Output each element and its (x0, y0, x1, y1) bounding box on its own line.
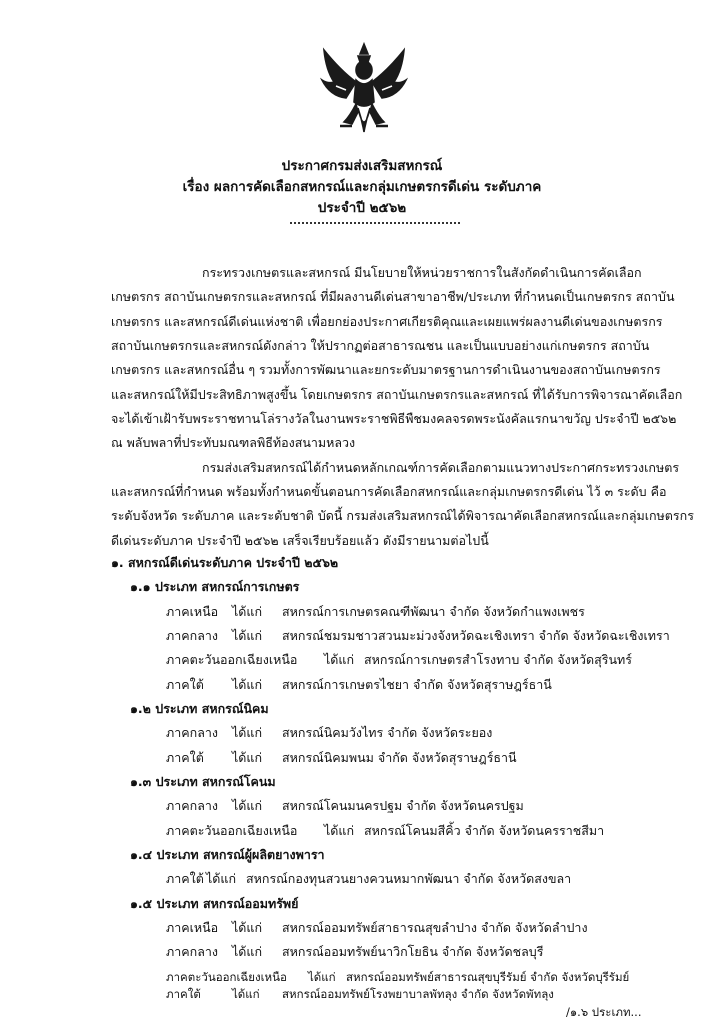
awardee-name: สหกรณ์การเกษตรไชยา จำกัด จังหวัดสุราษฎร์ธานี (282, 676, 552, 692)
paragraph-1-line: จะได้เข้าเฝ้ารับพระราชทานโล่รางวัลในงานพระราชพิธีพืชมงคลจรดพระนังคัลแรกนาขวัญ ประจำปี ๒๕๖๒ (111, 411, 677, 426)
paragraph-2-line: ระดับจังหวัด ระดับภาค และระดับชาติ บัดนี้ กรมส่งเสริมสหกรณ์ได้พิจารณาคัดเลือกสหกรณ์และกลุ่มเกษตรกร (111, 508, 694, 524)
category-heading: ๑.๓ ประเภท สหกรณ์โคนม (130, 773, 276, 789)
awardee-name: สหกรณ์ออมทรัพย์สาธารณสุขลำปาง จำกัด จังหวัดลำปาง (282, 919, 588, 935)
announcement-title: ประกาศกรมส่งเสริมสหกรณ์ (281, 158, 443, 174)
paragraph-2-line: กรมส่งเสริมสหกรณ์ได้กำหนดหลักเกณฑ์การคัดเลือกตามแนวทางประกาศกระทรวงเกษตร (202, 459, 680, 475)
region-label: ภาคใต้ (166, 987, 201, 1001)
category-heading: ๑.๕ ประเภท สหกรณ์ออมทรัพย์ (130, 895, 299, 911)
award-label: ได้แก่ (232, 919, 263, 935)
award-label: ได้แก่ (232, 798, 263, 814)
region-label: ภาคใต้ (166, 749, 204, 765)
awardee-name: สหกรณ์นิคมพนม จำกัด จังหวัดสุราษฎร์ธานี (282, 749, 517, 765)
announcement-year: ประจำปี ๒๕๖๒ (317, 200, 407, 216)
category-heading: ๑.๒ ประเภท สหกรณ์นิคม (130, 700, 269, 716)
awardee-name: สหกรณ์โคนมสีคิ้ว จำกัด จังหวัดนครราชสีมา (364, 822, 605, 838)
awardee-name: สหกรณ์กองทุนสวนยางควนหมากพัฒนา จำกัด จังหวัดสงขลา (246, 871, 572, 887)
section-1-heading: ๑. สหกรณ์ดีเด่นระดับภาค ประจำปี ๒๕๖๒ (111, 555, 339, 570)
paragraph-1-line: ณ พลับพลาที่ประทับมณฑลพิธีท้องสนามหลวง (111, 435, 356, 451)
award-label: ได้แก่ (232, 627, 263, 643)
award-label: ได้แก่ (232, 944, 263, 960)
category-heading: ๑.๔ ประเภท สหกรณ์ผู้ผลิตยางพารา (130, 846, 325, 862)
paragraph-2-line: และสหกรณ์ที่กำหนด พร้อมทั้งกำหนดขั้นตอนการคัดเลือกสหกรณ์และกลุ่มเกษตรกรดีเด่น ไว้ ๓ ระดับ คือ (111, 483, 667, 499)
awardee-name: สหกรณ์การเกษตรคณฑีพัฒนา จำกัด จังหวัดกำแพงเพชร (282, 603, 585, 619)
paragraph-1-line: สถาบันเกษตรกรและสหกรณ์ดังกล่าว ให้ปรากฏต่อสาธารณชน และเป็นแบบอย่างแก่เกษตรกร สถาบัน (111, 338, 650, 353)
paragraph-1-line: เกษตรกร และสหกรณ์อื่น ๆ รวมทั้งการพัฒนาและยกระดับมาตรฐานการดำเนินงานของสถาบันเกษตรกร (111, 362, 661, 378)
award-label: ได้แก่ (324, 652, 355, 668)
award-label: ได้แก่ (206, 871, 237, 887)
region-label: ภาคตะวันออกเฉียงเหนือ (166, 822, 298, 838)
awardee-name: สหกรณ์ออมทรัพย์โรงพยาบาลพัทลุง จำกัด จังหวัดพัทลุง (282, 987, 554, 1001)
region-label: ภาคใต้ (166, 676, 204, 692)
continuation-note: /๑.๖ ประเภท... (566, 1005, 642, 1019)
announcement-subject: เรื่อง ผลการคัดเลือกสหกรณ์และกลุ่มเกษตรกรดีเด่น ระดับภาค (182, 179, 542, 195)
award-label: ได้แก่ (232, 749, 263, 765)
paragraph-1-line: กระทรวงเกษตรและสหกรณ์ มีนโยบายให้หน่วยราชการในสังกัดดำเนินการคัดเลือก (202, 265, 642, 280)
award-label: ได้แก่ (232, 725, 263, 741)
region-label: ภาคกลาง (166, 627, 218, 643)
region-label: ภาคกลาง (166, 798, 218, 814)
award-label: ได้แก่ (232, 676, 263, 692)
paragraph-1-line: เกษตรกร และสหกรณ์ดีเด่นแห่งชาติ เพื่อยกย่องประกาศเกียรติคุณและเผยแพร่ผลงานดีเด่นของเกษตรกร (111, 313, 663, 329)
region-label: ภาคตะวันออกเฉียงเหนือ (166, 652, 298, 668)
awardee-name: สหกรณ์ออมทรัพย์สาธารณสุขบุรีรัมย์ จำกัด จังหวัดบุรีรัมย์ (346, 969, 630, 984)
paragraph-1-line: และสหกรณ์ให้มีประสิทธิภาพสูงขึ้น โดยเกษตรกร สถาบันเกษตรกรและสหกรณ์ ที่ได้รับการพิจารณาคัดเลือก (111, 386, 683, 402)
region-label: ภาคตะวันออกเฉียงเหนือ (166, 969, 287, 984)
paragraph-2-line: ดีเด่นระดับภาค ประจำปี ๒๕๖๒ เสร็จเรียบร้อยแล้ว ดังมีรายนามต่อไปนี้ (111, 532, 489, 548)
awardee-name: สหกรณ์การเกษตรสำโรงทาบ จำกัด จังหวัดสุรินทร์ (364, 652, 632, 668)
awardee-name: สหกรณ์นิคมวังไทร จำกัด จังหวัดระยอง (282, 725, 493, 741)
region-label: ภาคกลาง (166, 944, 218, 960)
category-heading: ๑.๑ ประเภท สหกรณ์การเกษตร (130, 579, 300, 595)
award-label: ได้แก่ (232, 987, 260, 1001)
region-label: ภาคใต้ (166, 871, 204, 887)
region-label: ภาคเหนือ (166, 603, 219, 619)
garuda-emblem-icon (316, 40, 412, 140)
awardee-name: สหกรณ์โคนมนครปฐม จำกัด จังหวัดนครปฐม (282, 798, 524, 814)
awardee-name: สหกรณ์ออมทรัพย์นาวิกโยธิน จำกัด จังหวัดชลบุรี (282, 944, 544, 960)
awardee-name: สหกรณ์ชมรมชาวสวนมะม่วงจังหวัดฉะเชิงเทรา จำกัด จังหวัดฉะเชิงเทรา (282, 627, 670, 643)
region-label: ภาคกลาง (166, 725, 218, 741)
region-label: ภาคเหนือ (166, 919, 219, 935)
award-label: ได้แก่ (308, 969, 336, 984)
award-label: ได้แก่ (324, 822, 355, 838)
paragraph-1-line: เกษตรกร สถาบันเกษตรกรและสหกรณ์ ที่มีผลงานดีเด่นสาขาอาชีพ/ประเภท ที่กำหนดเป็นเกษตรกร สถาบัน (111, 289, 675, 305)
separator-line (290, 222, 460, 224)
award-label: ได้แก่ (232, 603, 263, 619)
